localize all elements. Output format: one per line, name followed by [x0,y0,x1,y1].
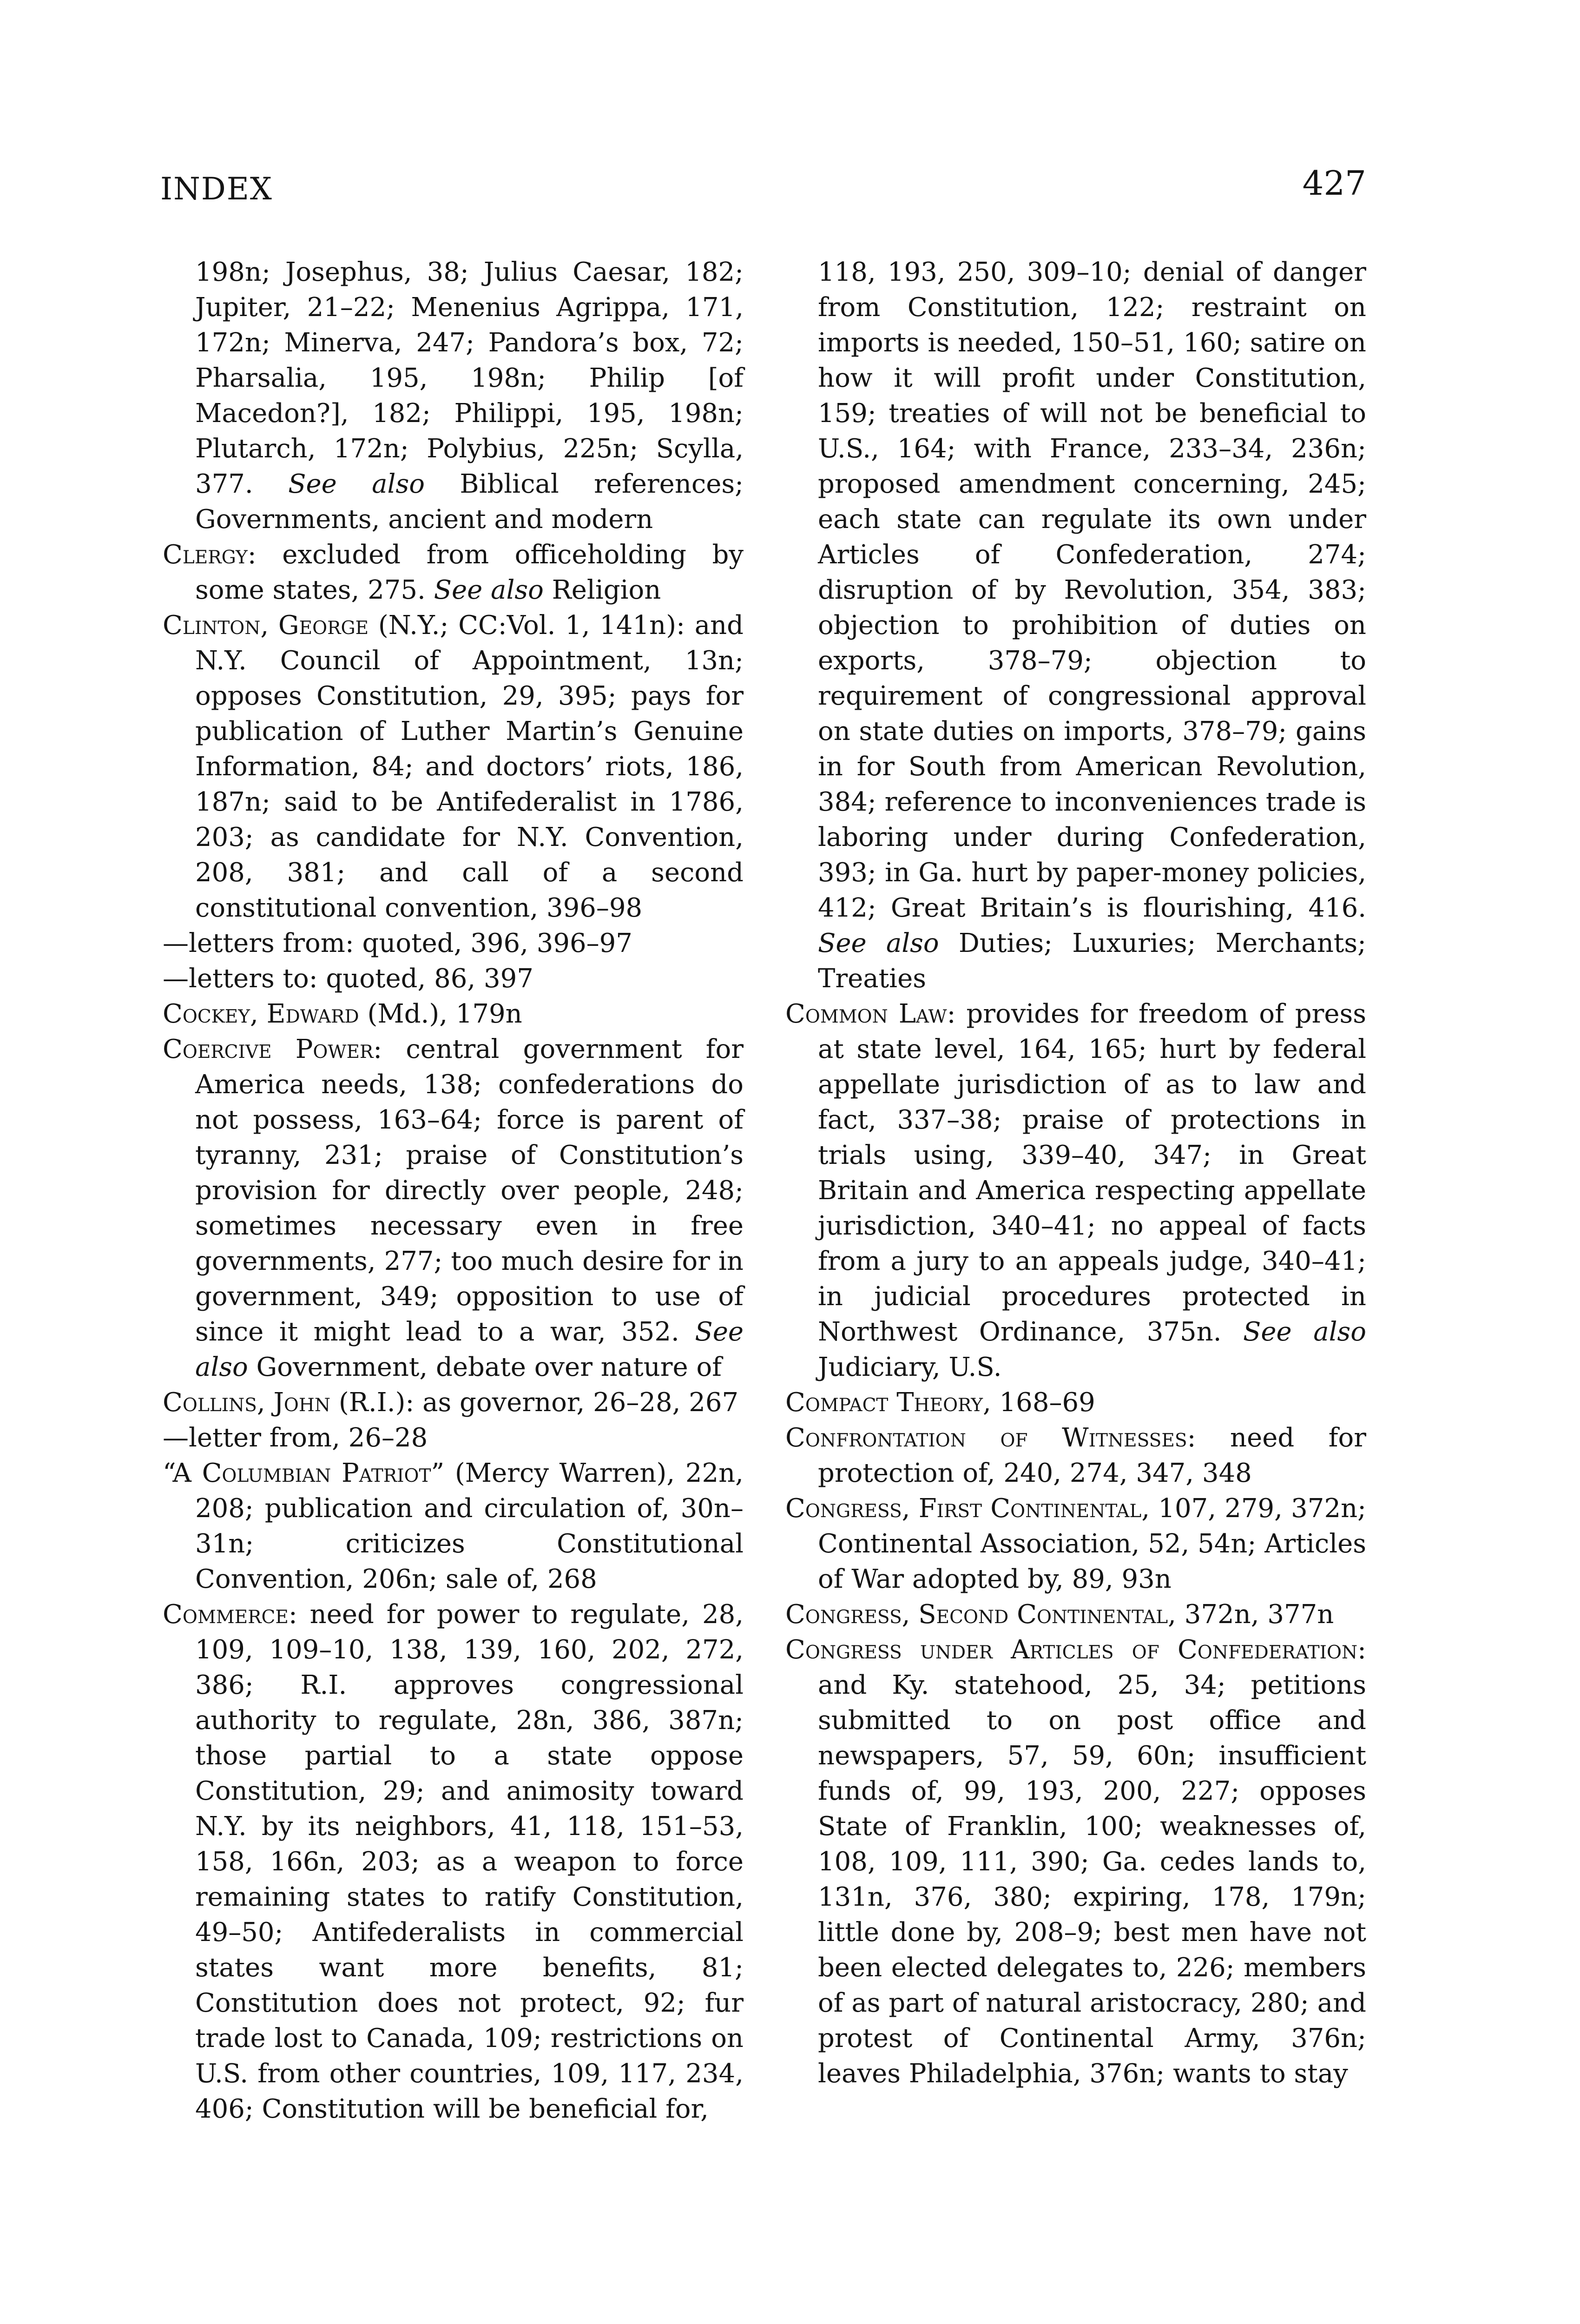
index-headword: Collins, John [163,1387,331,1418]
index-headword: Confrontation of Witnesses [785,1423,1187,1453]
index-entry-text: : provides for freedom of press at state level, 164, 165; hurt by federal appellate jurisdiction of as to law and fact, 337–38; praise of protections in trials using, 339–40, 347; in Great Britain and America respecting appellate jurisdiction, 340–41; no appeal of facts from a jury to an appeals judge, 340–41; in judicial procedures protected in Northwest Ordinance, 375n. [818,999,1366,1347]
index-entry [163,1032,744,1385]
index-entry [785,1491,1366,1597]
index-headword: Coercive Power [163,1034,374,1064]
index-entry-text: : and Ky. statehood, 25, 34; petitions submitted to on post office and newspapers, 57, 59, 60n; insufficient funds of, 99, 193, 200, 227; opposes State of Franklin, 100; weaknesses of, 108, 109, 111, 390; Ga. cedes lands to, 131n, 376, 380; expiring, 178, 179n; little done by, 208–9; best men have not been elected delegates to, 226; members of as part of natural aristocracy, 280; and protest of Continental Army, 376n; leaves Philadelphia, 376n; wants to stay [818,1635,1366,2089]
index-entry-text: —letters to: quoted, 86, 397 [163,964,533,994]
index-entry [163,961,744,997]
index-entry-text: Biblical references; Governments, ancient and modern [195,469,744,535]
index-entry-text: (Md.), 179n [359,999,522,1029]
index-entry [785,1420,1366,1491]
see-also-label: See also [818,928,939,958]
page-number: 427 [1302,164,1366,203]
index-entry [785,1597,1366,1632]
see-also-label: See also [195,1317,744,1382]
index-entry-text: : central government for America needs, 138; confederations do not possess, 163–64; force is parent of tyranny, 231; praise of Constitution’s provision for directly over people, 248; sometimes necessary even in free governments, 277; too much desire for in government, 349; opposition to use of since it might lead to a war, 352. [195,1034,744,1347]
index-entry [163,997,744,1032]
index-entry-text: —letter from, 26–28 [163,1423,428,1453]
see-also-label: See also [434,575,544,605]
index-entry-text: , 168–69 [982,1387,1095,1418]
index-entry [163,1385,744,1420]
index-entry [785,1385,1366,1420]
index-entry [163,1456,744,1597]
index-headword: Congress, First Continental [785,1493,1142,1524]
index-headword: Cockey, Edward [163,999,359,1029]
index-entry [163,1597,744,2127]
running-head: INDEX [160,171,273,207]
index-column-left [163,255,744,2127]
index-entry [163,926,744,961]
index-entry-text: : excluded from officeholding by some states, 275. [195,540,744,605]
index-entry-text: 118, 193, 250, 309–10; denial of danger from Constitution, 122; restraint on imports is needed, 150–51, 160; satire on how it will profit under Constitution, 159; treaties of will not be beneficial to U.S., 164; with France, 233–34, 236n; proposed amendment concerning, 245; each state can regulate its own under Articles of Confederation, 274; disruption of by Revolution, 354, 383; objection to prohibition of duties on exports, 378–79; objection to requirement of congressional approval on state duties on imports, 378–79; gains in for South from American Revolution, 384; reference to inconveniences trade is laboring under during Confederation, 393; in Ga. hurt by paper-money policies, 412; Great Britain’s is flourishing, 416. [818,257,1366,923]
index-column-right [785,255,1366,2092]
index-entry [163,255,744,537]
index-entry-text: 198n; Josephus, 38; Julius Caesar, 182; Jupiter, 21–22; Menenius Agrippa, 171, 172n; Minerva, 247; Pandora’s box, 72; Pharsalia, 195, 198n; Philip [of Macedon?], 182; Philippi, 195, 198n; Plutarch, 172n; Polybius, 225n; Scylla, 377. [195,257,744,499]
index-entry [785,255,1366,997]
index-entry-text: , 107, 279, 372n; Continental Association, 52, 54n; Articles of War adopted by, 89, 93n [818,1493,1367,1594]
index-headword: Clergy [163,540,248,570]
index-entry-text: (R.I.): as governor, 26–28, 267 [330,1387,739,1418]
index-headword: Common Law [785,999,947,1029]
index-entry-text: Government, debate over nature of [248,1352,722,1382]
index-entry-text: —letters from: quoted, 396, 396–97 [163,928,632,958]
index-entry-text: : need for power to regulate, 28, 109, 109–10, 138, 139, 160, 202, 272, 386; R.I. approves congressional authority to regulate, 28n, 386, 387n; those partial to a state oppose Constitution, 29; and animosity toward N.Y. by its neighbors, 41, 118, 151–53, 158, 166n, 203; as a weapon to force remaining states to ratify Constitution, 49–50; Antifederalists in commercial states want more benefits, 81; Constitution does not protect, 92; fur trade lost to Canada, 109; restrictions on U.S. from other countries, 109, 117, 234, 406; Constitution will be beneficial for, [195,1599,744,2124]
index-headword: Compact Theory [785,1387,983,1418]
index-entry-text: : need for protection of, 240, 274, 347, 348 [818,1423,1366,1488]
index-headword: Clinton, George [163,610,369,640]
index-entry-text: (N.Y.; CC:Vol. 1, 141n): and N.Y. Council of Appointment, 13n; opposes Constitution, 29, 395; pays for publication of Luther Martin’s Genuine Information, 84; and doctors’ riots, 186, 187n; said to be Antifederalist in 1786, 203; as candidate for N.Y. Convention, 208, 381; and call of a second constitutional convention, 396–98 [195,610,744,923]
index-headword: “A Columbian Patriot” [163,1458,445,1488]
index-entry [785,997,1366,1385]
index-headword: Congress, Second Continental [785,1599,1168,1630]
index-entry-text: Duties; Luxuries; Merchants; Treaties [818,928,1366,994]
see-also-label: See also [288,469,425,499]
index-entry-text: (Mercy Warren), 22n, 208; publication and circulation of, 30n–31n; criticizes Constitutional Convention, 206n; sale of, 268 [195,1458,744,1594]
index-headword: Congress under Articles of Confederation [785,1635,1358,1665]
index-entry-text: , 372n, 377n [1168,1599,1334,1630]
index-entry [163,608,744,926]
index-entry-text: Judiciary, U.S. [818,1352,1002,1382]
index-entry-text: Religion [543,575,661,605]
index-entry [785,1632,1366,2092]
index-entry [163,1420,744,1456]
see-also-label: See also [1243,1317,1366,1347]
index-entry [163,537,744,608]
index-headword: Commerce [163,1599,289,1630]
